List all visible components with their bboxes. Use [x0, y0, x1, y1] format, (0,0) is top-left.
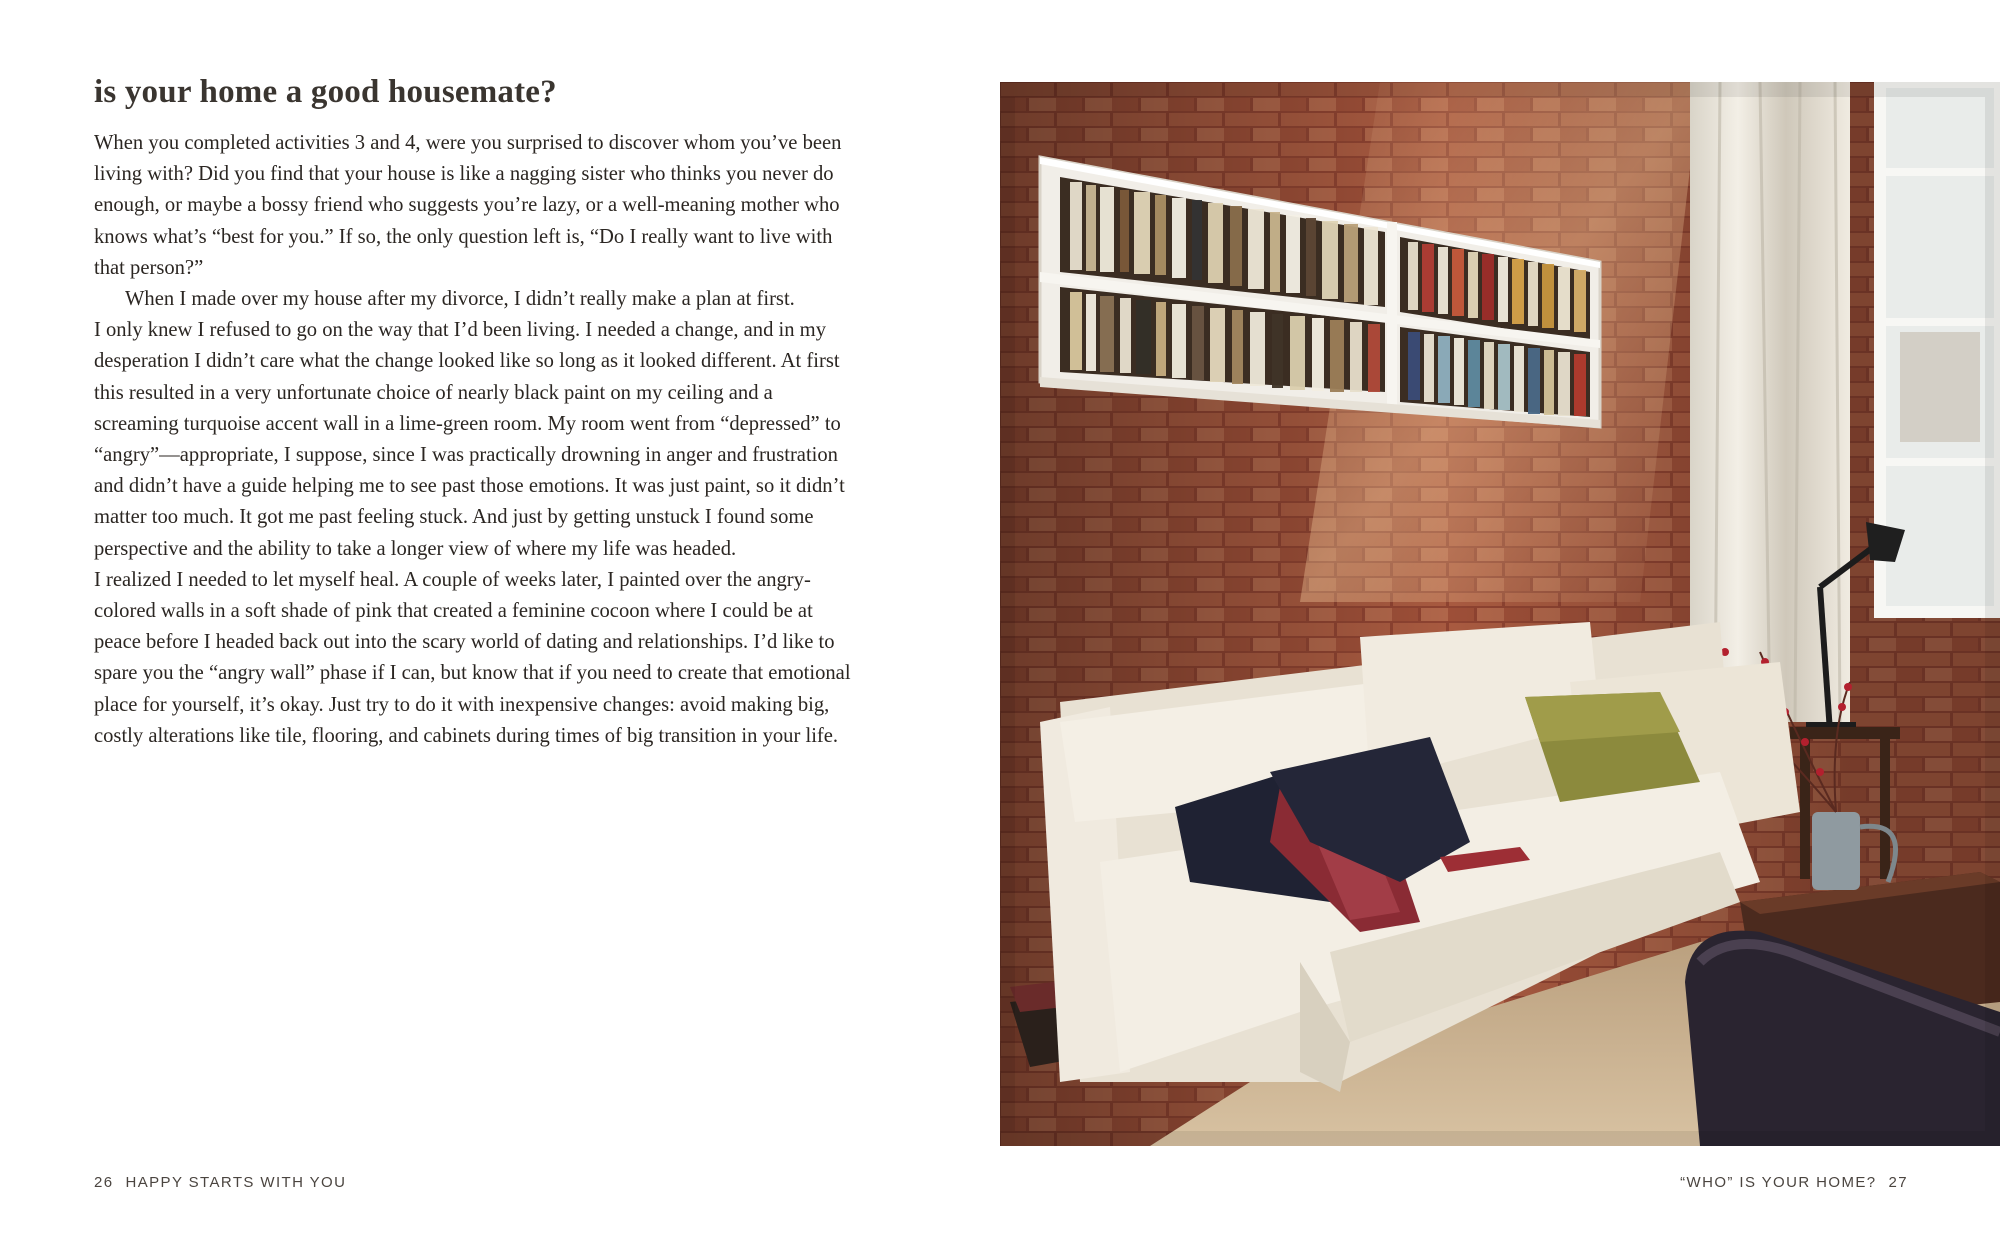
paragraph: I only knew I refused to go on the way that I’d been living. I needed a change, and in my desperation I didn’t care what the change looked like so long as it looked different. At first this resulted in a very unfortunate choice of nearly black paint on my ceiling and a screaming turquoise accent wall in a lime-green room. My room went from “depressed” to “angry”—appropriate, I suppose, since I was practically drowning in anger and frustration and didn’t have a guide helping me to see past those emotions. It was just paint, so it didn’t matter too much. It got me past feeling stuck. And just by getting unstuck I found some perspective and the ability to take a longer view of where my life was headed.: [94, 319, 845, 560]
left-folio: [94, 1174, 346, 1191]
living-room-photo: [1000, 82, 2000, 1146]
page-heading: is your home a good housemate?: [94, 74, 557, 110]
right-folio: [1680, 1174, 1908, 1191]
body-text: [94, 128, 854, 752]
left-running-head: HAPPY STARTS WITH YOU: [125, 1174, 347, 1191]
right-page-number: 27: [1888, 1174, 1908, 1191]
paragraph: When you completed activities 3 and 4, were you surprised to discover whom you’ve been living with? Did you find that your house is like a nagging sister who thinks you never do enough, or maybe a bossy friend who suggests you’re lazy, or a well-meaning mother who knows what’s “best for you.” If so, the only question left is, “Do I really want to live with that person?”: [94, 132, 842, 279]
left-page-number: 26: [94, 1174, 114, 1191]
paragraph: I realized I needed to let myself heal. A couple of weeks later, I painted over the angry-colored walls in a soft shade of pink that created a feminine cocoon where I could be at peace before I headed back out into the scary world of dating and relationships. I’d like to spare you the “angry wall” phase if I can, but know that if you need to create that emotional place for yourself, it’s okay. Just try to do it with inexpensive changes: avoid making big, costly alterations like tile, flooring, and cabinets during times of big transition in your life.: [94, 568, 851, 747]
paragraph: When I made over my house after my divorce, I didn’t really make a plan at first.: [125, 288, 795, 311]
right-running-head: “WHO” IS YOUR HOME?: [1680, 1174, 1877, 1191]
